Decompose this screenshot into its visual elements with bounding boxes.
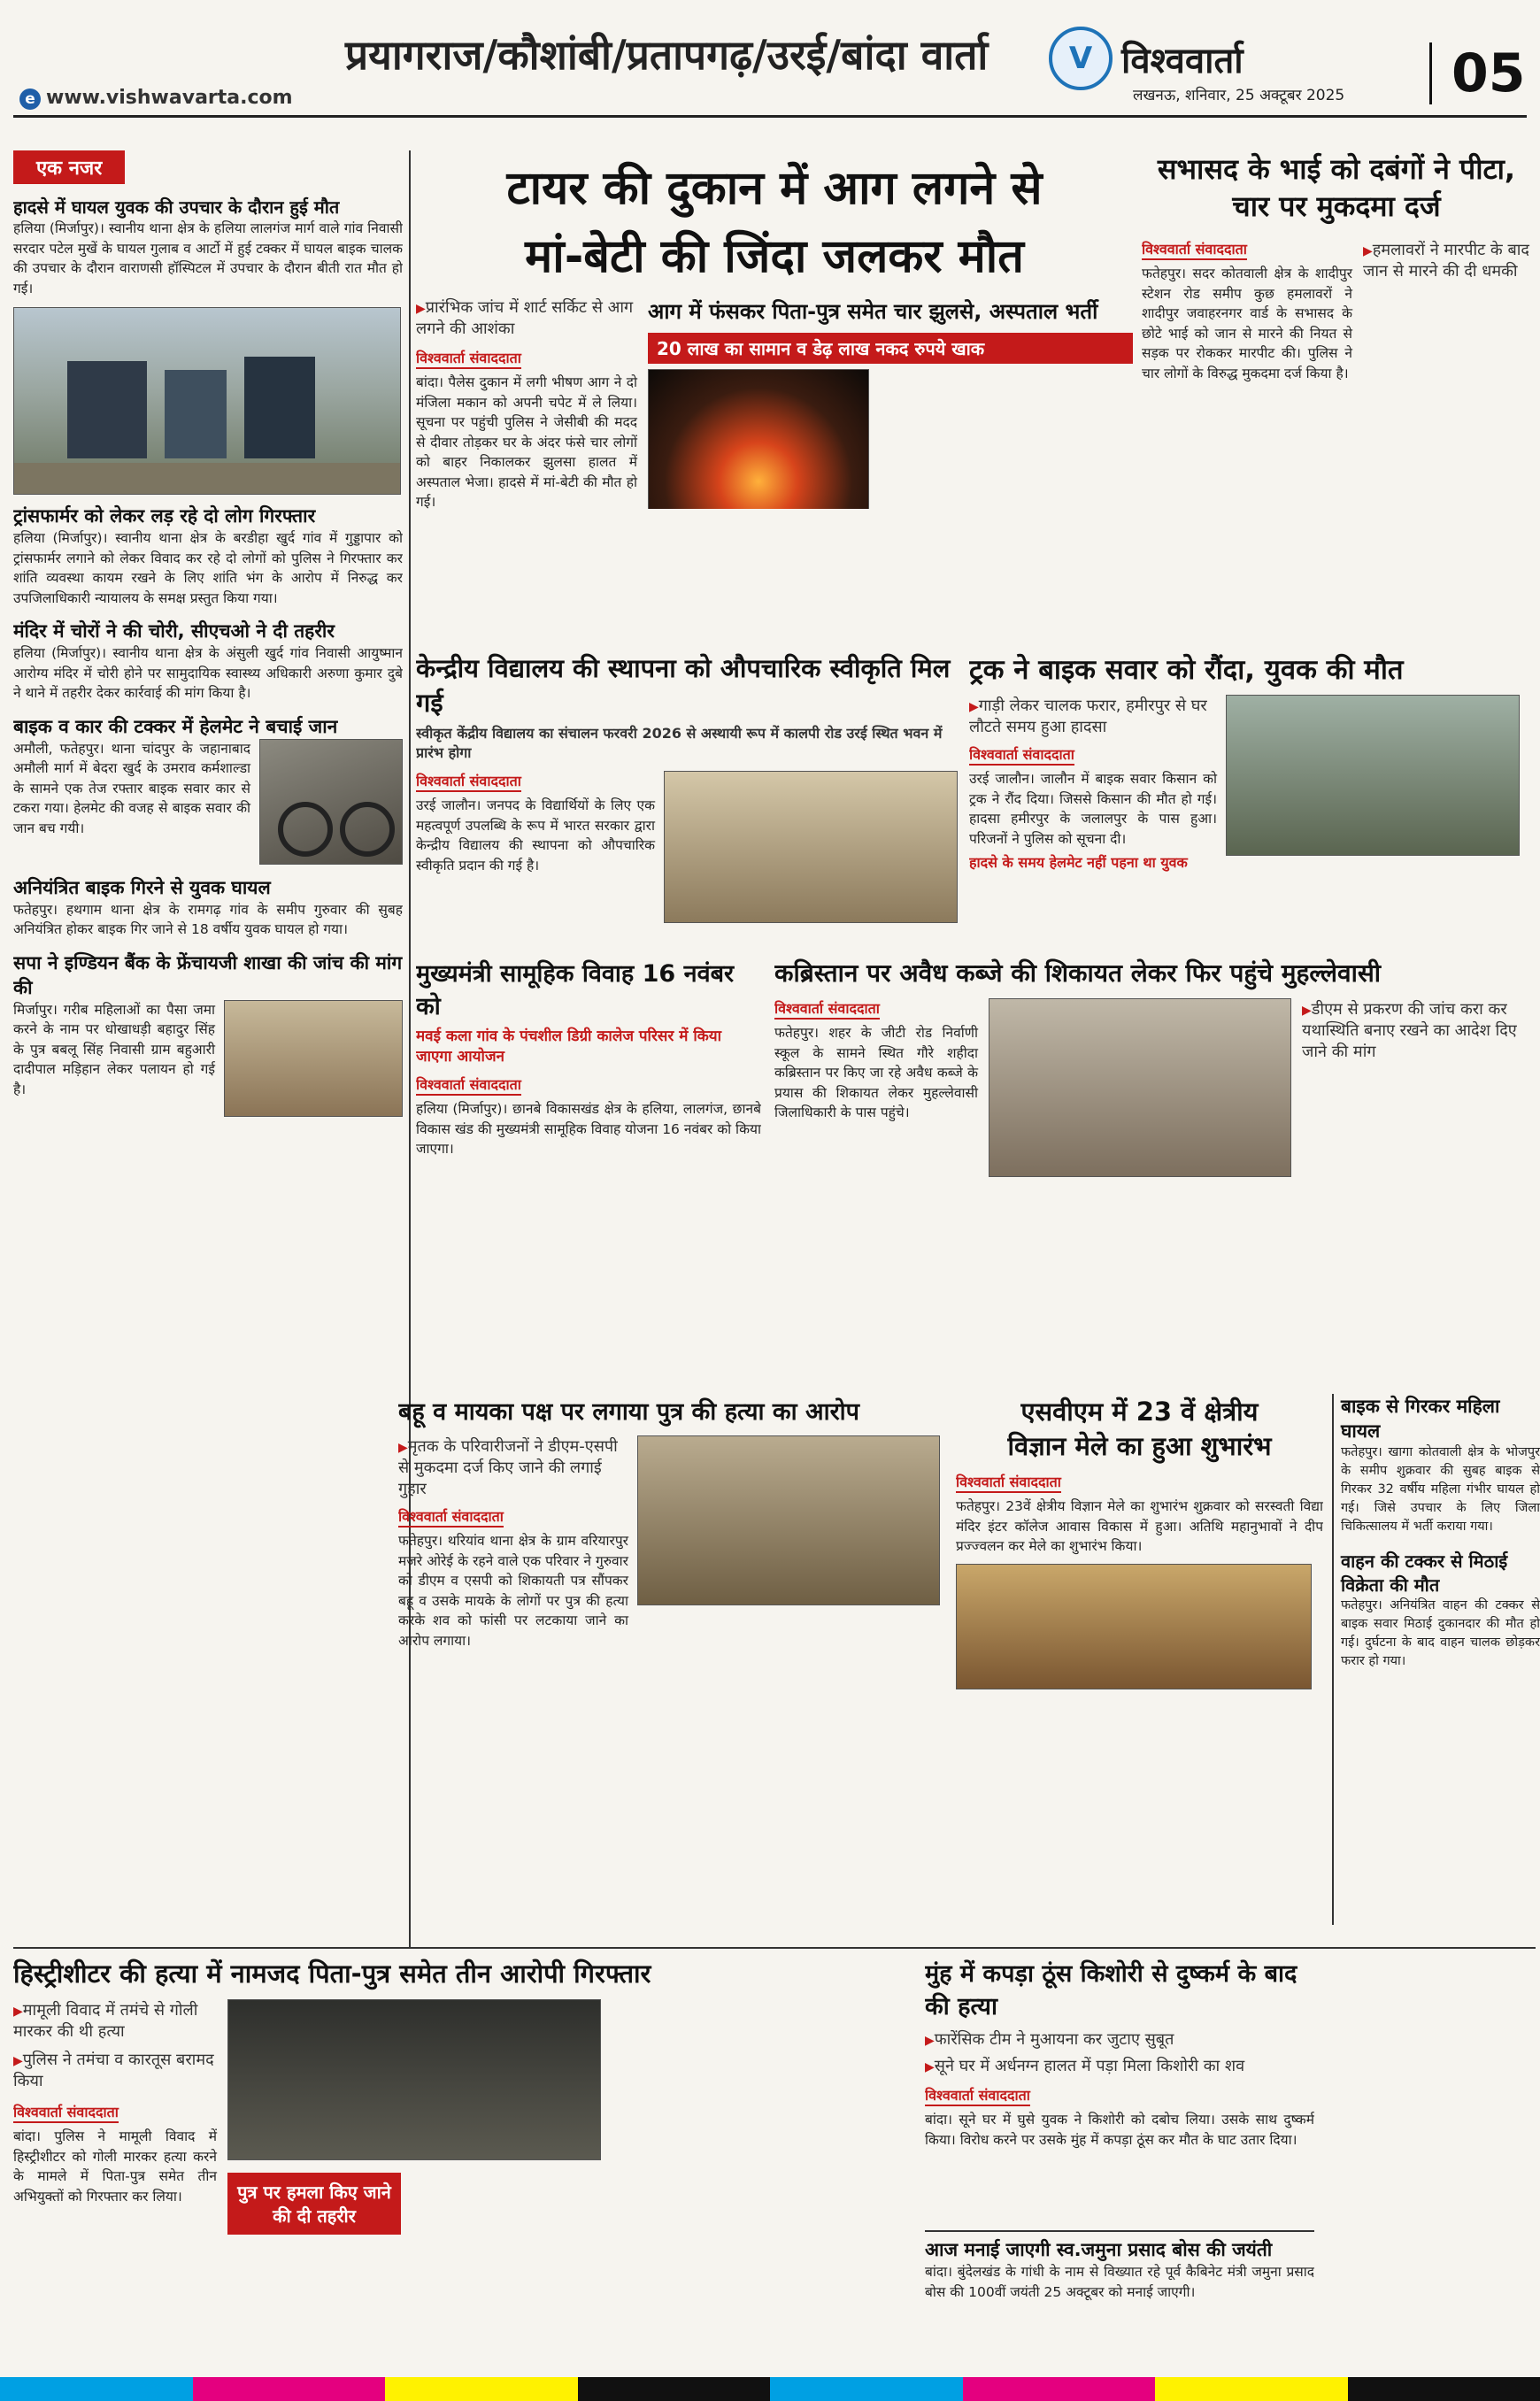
sp-photo bbox=[224, 1000, 403, 1117]
kishori-bullet-1: ▶ फारेंसिक टीम ने मुआयना कर जुटाए सुबूत bbox=[925, 2028, 1314, 2050]
lead-text: बांदा। पैलेस दुकान में लगी भीषण आग ने दो मंजिला मकान को अपनी चपेट में ले लिया। सूचना पर पहुंची पुलिस ने जेसीबी की मदद से दीवार तोड़कर घर के अंदर फंसे चार लोगों को बाहर निकालकर झुलसा हालत में अस्पताल भेजा। हादसे में मां-बेटी की मौत हो गई। bbox=[416, 374, 637, 509]
kishori-byline: विश्ववार्ता संवाददाता bbox=[925, 2085, 1030, 2106]
sabhasad-text: फतेहपुर। सदर कोतवाली क्षेत्र के शादीपुर स्टेशन रोड समीप कुछ हमलावरों ने शादीपुर जवाहरनगर वार्ड के सभासद के छोटे भाई को जान से मारने की नियत से सड़क पर रोककर मारपीट की। पुलिस ने चार लोगों के विरुद्ध मुकदमा दर्ज किया है। bbox=[1142, 265, 1352, 381]
website-link[interactable] bbox=[19, 87, 293, 110]
brief-headline: सपा ने इण्डियन बैंक के फ्रेंचायजी शाखा की जांच की मांग की bbox=[13, 951, 403, 998]
histrysheeter-text: बांदा। पुलिस ने मामूली विवाद में हिस्ट्रीशीटर को गोली मारकर हत्या करने के मामले में पिता-पुत्र समेत तीन अभियुक्तों को गिरफ्तार कर लिया। bbox=[13, 2128, 217, 2205]
ek-nazar-column bbox=[13, 150, 403, 1947]
brief-text: हलिया (मिर्जापुर)। स्वानीय थाना क्षेत्र के अंसुली खुर्द गांव निवासी आयुष्मान आरोग्य मंदिर में चोरी होने पर सामुदायिक स्वास्थ्य अधिकारी अरुणा कुमार दुबे ने थाने में तहरीर देकर कार्रवाई की मांग किया है। bbox=[13, 645, 403, 701]
truck-bullet: ▶ गाड़ी लेकर चालक फरार, हमीरपुर से घर लौटते समय हुआ हादसा bbox=[969, 695, 1217, 737]
transformer-photo bbox=[13, 307, 401, 495]
brief-headline: बाइक व कार की टक्कर में हेलमेट ने बचाई जान bbox=[13, 715, 338, 737]
bose-headline: आज मनाई जाएगी स्व.जमुना प्रसाद बोस की जयंती bbox=[925, 2239, 1273, 2260]
bahu-family-photo bbox=[637, 1435, 940, 1605]
vigyan-byline: विश्ववार्ता संवाददाता bbox=[956, 1472, 1061, 1493]
kabristan-headline: कब्रिस्तान पर अवैध कब्जे की शिकायत लेकर फिर पहुंचे मुहल्लेवासी bbox=[774, 958, 1382, 988]
right-briefs bbox=[1332, 1394, 1540, 1925]
bahu-bullet: ▶ मृतक के परिवारीजनों ने डीएम-एसपी से मुकदमा दर्ज किए जाने की लगाई गुहार bbox=[398, 1435, 628, 1499]
kv-headline: केन्द्रीय विद्यालय की स्थापना को औपचारिक स्वीकृति मिल गई bbox=[416, 653, 951, 718]
print-color-strip bbox=[0, 2377, 1540, 2401]
kishori-headline: मुंह में कपड़ा ठूंस किशोरी से दुष्कर्म के बाद की हत्या bbox=[925, 1960, 1297, 2020]
brief-4 bbox=[13, 714, 403, 865]
brief-headline: मंदिर में चोरों ने की चोरी, सीएचओ ने दी तहरीर bbox=[13, 620, 335, 642]
vivah-headline: मुख्यमंत्री सामूहिक विवाह 16 नवंबर को bbox=[416, 960, 735, 1020]
sabhasad-headline: सभासद के भाई को दबंगों ने पीटा, चार पर मुकदमा दर्ज bbox=[1157, 152, 1516, 223]
lead-headline-2: मां-बेटी की जिंदा जलकर मौत bbox=[525, 230, 1024, 283]
truck-text: उरई जालौन। जालौन में बाइक सवार किसान को ट्रक ने रौंद दिया। जिससे किसान की मौत हो गई। हादसा हमीरपुर के जलालपुर के पास हुआ। परिजनों ने पुलिस को सूचना दी। bbox=[969, 771, 1217, 847]
lead-byline: विश्ववार्ता संवाददाता bbox=[416, 348, 521, 369]
kishori-bullet-2: ▶ सूने घर में अर्धनग्न हालत में पड़ा मिला किशोरी का शव bbox=[925, 2055, 1314, 2076]
histrysheeter-bullet-2: ▶ पुलिस ने तमंचा व कारतूस बरामद किया bbox=[13, 2049, 217, 2091]
lead-headline-1: टायर की दुकान में आग लगने से bbox=[506, 162, 1043, 215]
lead-story bbox=[416, 155, 1133, 509]
histrysheeter-bullet-1: ▶ मामूली विवाद में तमंचे से गोली मारकर की थी हत्या bbox=[13, 1999, 217, 2042]
brief-1 bbox=[13, 195, 403, 298]
brief-text: अमौली, फतेहपुर। थाना चांदपुर के जहानाबाद अमौली मार्ग में बेदरा खुर्द के उमराव कर्मशाल्डा के सामने एक तेज रफ्तार बाइक सवार कार से टकरा गया। हेलमेट की वजह से बाइक सवार की जान बच गयी। bbox=[13, 740, 250, 836]
bike-photo bbox=[259, 739, 403, 865]
sabhasad-bullet: ▶ हमलावरों ने मारपीट के बाद जान से मारने की दी धमकी bbox=[1363, 239, 1531, 281]
bottom-section-rule bbox=[13, 1947, 1536, 1949]
bose-story bbox=[925, 2230, 1314, 2374]
ek-nazar-label: एक नजर bbox=[13, 150, 125, 184]
fire-photo bbox=[648, 369, 869, 509]
page-number: 05 bbox=[1429, 42, 1526, 104]
dateline: लखनऊ, शनिवार, 25 अक्टूबर 2025 bbox=[1133, 87, 1345, 104]
kishori-story bbox=[925, 1956, 1314, 2212]
brief-6 bbox=[13, 950, 403, 1117]
browser-icon: e bbox=[19, 88, 41, 110]
girkar-headline: बाइक से गिरकर महिला घायल bbox=[1341, 1396, 1500, 1442]
vivah-subhead: मवई कला गांव के पंचशील डिग्री कालेज परिसर में किया जाएगा आयोजन bbox=[416, 1027, 722, 1066]
kv-meeting-photo bbox=[664, 771, 958, 923]
kabristan-photo bbox=[989, 998, 1291, 1177]
bose-text: बांदा। बुंदेलखंड के गांधी के नाम से विख्यात रहे पूर्व कैबिनेट मंत्री जमुना प्रसाद बोस की 100वीं जयंती 25 अक्टूबर को मनाई जाएगी। bbox=[925, 2264, 1314, 2300]
brief-text: हलिया (मिर्जापुर)। स्वानीय थाना क्षेत्र के हलिया लालगंज मार्ग वाले गांव निवासी सरदार पटेल मुखें के घायल गुलाब व आर्टो में हुई टक्कर में घायल बाइक चालक की उपचार के दौरान वाराणसी हॉस्पिटल में उपचार के दौरान बीती रात मौत हो गई। bbox=[13, 220, 403, 296]
kabristan-text: फतेहपुर। शहर के जीटी रोड निर्वाणी स्कूल के सामने स्थित गौरे शहीदा कब्रिस्तान पर किए जा रहे अवैध कब्जे के प्रयास की शिकायत लेकर मुहल्लेवासी जिलाधिकारी के पास पहुंचे। bbox=[774, 1025, 978, 1120]
brief-text: फतेहपुर। हथगाम थाना क्षेत्र के रामगढ़ गांव के समीप गुरुवार की सुबह अनियंत्रित होकर बाइक गिर जाने से 18 वर्षीय युवक घायल हो गया। bbox=[13, 901, 403, 937]
kv-text: उरई जालौन। जनपद के विद्यार्थियों के लिए एक महत्वपूर्ण उपलब्धि के रूप में भारत सरकार द्वारा केन्द्रीय विद्यालय की स्थापना को औपचारिक स्वीकृति प्रदान की गई है। bbox=[416, 797, 655, 873]
lead-red-strip: 20 लाख का सामान व डेढ़ लाख नकद रुपये खाक bbox=[648, 333, 1133, 364]
logo-icon: V bbox=[1049, 27, 1113, 90]
truck-byline: विश्ववार्ता संवाददाता bbox=[969, 744, 1074, 766]
sabhasad-byline: विश्ववार्ता संवाददाता bbox=[1142, 239, 1247, 260]
truck-crowd-photo bbox=[1226, 695, 1520, 856]
vigyan-text: फतेहपुर। 23वें क्षेत्रीय विज्ञान मेले का शुभारंभ शुक्रवार को सरस्वती विद्या मंदिर इंटर कॉलेज आवास विकास में हुआ। अतिथि महानुभावों ने दीप प्रज्ज्वलन कर मेले का शुभारंभ किया। bbox=[956, 1498, 1323, 1554]
histrysheeter-byline: विश्ववार्ता संवाददाता bbox=[13, 2102, 119, 2123]
arrest-photo bbox=[227, 1999, 601, 2160]
kabristan-story bbox=[774, 956, 1531, 1372]
vivah-byline: विश्ववार्ता संवाददाता bbox=[416, 1074, 521, 1096]
kabristan-bullet: ▶ डीएम से प्रकरण की जांच करा कर यथास्थिति बनाए रखने का आदेश दिए जाने की मांग bbox=[1302, 998, 1531, 1062]
mithai-headline: वाहन की टक्कर से मिठाई विक्रेता की मौत bbox=[1341, 1551, 1508, 1596]
lead-bullet: ▶ प्रारंभिक जांच में शार्ट सर्किट से आग लगने की आशंका bbox=[416, 296, 637, 339]
brief-5 bbox=[13, 875, 403, 940]
histrysheeter-story bbox=[13, 1956, 916, 2372]
kishori-text: बांदा। सूने घर में घुसे युवक ने किशोरी को दबोच लिया। उसके साथ दुष्कर्म किया। विरोध करने पर उसके मुंह में कपड़ा ठूंस कर मौत के घाट उतार दिया। bbox=[925, 2112, 1314, 2148]
truck-story bbox=[969, 650, 1531, 925]
truck-inner-head: हादसे के समय हेलमेट नहीं पहना था युवक bbox=[969, 854, 1188, 871]
mithai-text: फतेहपुर। अनियंत्रित वाहन की टक्कर से बाइक सवार मिठाई दुकानदार की मौत हो गई। दुर्घटना के बाद वाहन चालक छोड़कर फरार हो गया। bbox=[1341, 1598, 1540, 1668]
kv-subhead: स्वीकृत केंद्रीय विद्यालय का संचालन फरवरी 2026 से अस्थायी रूप में कालपी रोड उरई स्थित भवन में प्रारंभ होगा bbox=[416, 725, 943, 761]
logo bbox=[1049, 27, 1244, 90]
logo-text: विश्ववार्ता bbox=[1121, 40, 1244, 81]
lead-subhead: आग में फंसकर पिता-पुत्र समेत चार झुलसे, अस्पताल भर्ती bbox=[648, 299, 1098, 324]
brief-2 bbox=[13, 504, 403, 608]
truck-headline: ट्रक ने बाइक सवार को रौंदा, युवक की मौत bbox=[969, 654, 1404, 686]
kv-story bbox=[416, 650, 960, 925]
vigyan-photo bbox=[956, 1564, 1312, 1689]
histrysheeter-headline: हिस्ट्रीशीटर की हत्या में नामजद पिता-पुत्र समेत तीन आरोपी गिरफ्तार bbox=[13, 1959, 651, 1989]
brief-headline: ट्रांसफार्मर को लेकर लड़ रहे दो लोग गिरफ्तार bbox=[13, 505, 316, 527]
histrysheeter-red-label: पुत्र पर हमला किए जाने की दी तहरीर bbox=[227, 2173, 401, 2235]
vivah-text: हलिया (मिर्जापुर)। छानबे विकासखंड क्षेत्र के हलिया, लालगंज, छानबे विकास खंड की मुख्यमंत्री सामूहिक विवाह योजना 16 नवंबर को किया जाएगा। bbox=[416, 1101, 761, 1157]
kabristan-byline: विश्ववार्ता संवाददाता bbox=[774, 998, 880, 1020]
masthead bbox=[0, 0, 1540, 115]
vigyan-story bbox=[956, 1394, 1323, 1810]
bahu-story bbox=[398, 1394, 947, 1810]
sabhasad-story bbox=[1142, 150, 1531, 681]
vigyan-headline-1: एसवीएम में 23 वें क्षेत्रीय bbox=[1020, 1397, 1259, 1427]
vigyan-headline-2: विज्ञान मेले का हुआ शुभारंभ bbox=[1007, 1431, 1272, 1461]
brief-3 bbox=[13, 619, 403, 704]
kv-byline: विश्ववार्ता संवाददाता bbox=[416, 771, 521, 792]
edition-title: प्रयागराज/कौशांबी/प्रतापगढ़/उरई/बांदा वार्ता bbox=[345, 31, 989, 79]
bahu-text: फतेहपुर। थरियांव थाना क्षेत्र के ग्राम वरियारपुर मजरे ओरेई के रहने वाले एक परिवार ने गुरुवार को डीएम व एसपी को शिकायती पत्र सौंपकर बहू व उसके मायके के लोगों पर पुत्र की हत्या करके शव को फांसी पर लटकाया जाने का आरोप लगाया। bbox=[398, 1533, 628, 1649]
bahu-headline: बहू व मायका पक्ष पर लगाया पुत्र की हत्या का आरोप bbox=[398, 1398, 860, 1426]
girkar-text: फतेहपुर। खागा कोतवाली क्षेत्र के भोजपुर के समीप शुक्रवार की सुबह बाइक से गिरकर 32 वर्षीय महिला गंभीर घायल हो गई। जिसे उपचार के लिए जिला चिकित्सालय में भर्ती कराया गया। bbox=[1341, 1445, 1540, 1534]
bahu-byline: विश्ववार्ता संवाददाता bbox=[398, 1506, 504, 1528]
masthead-rule bbox=[13, 115, 1527, 118]
vivah-story bbox=[416, 956, 761, 1372]
brief-headline: हादसे में घायल युवक की उपचार के दौरान हुई मौत bbox=[13, 196, 340, 218]
brief-text: मिर्जापुर। गरीब महिलाओं का पैसा जमा करने के नाम पर धोखाधड़ी बहादुर सिंह के पुत्र बबलू सिंह निवासी ग्राम बहुआरी दादीपाल मड़िहान लेकर पलायन हो गई है। bbox=[13, 1001, 215, 1097]
brief-headline: अनियंत्रित बाइक गिरने से युवक घायल bbox=[13, 876, 271, 898]
brief-text: हलिया (मिर्जापुर)। स्वानीय थाना क्षेत्र के बरडीहा खुर्द गांव में गुड्डापार को ट्रांसफार्मर लगाने को लेकर विवाद कर रहे दो लोगों को पुलिस ने गिरफ्तार कर शांति व्यवस्था कायम रखने के लिए शांति भंग के आरोप में निरुद्ध कर उपजिलाधिकारी न्यायालय के समक्ष प्रस्तुत किया गया। bbox=[13, 530, 403, 606]
website-text: www.vishwavarta.com bbox=[46, 87, 293, 109]
